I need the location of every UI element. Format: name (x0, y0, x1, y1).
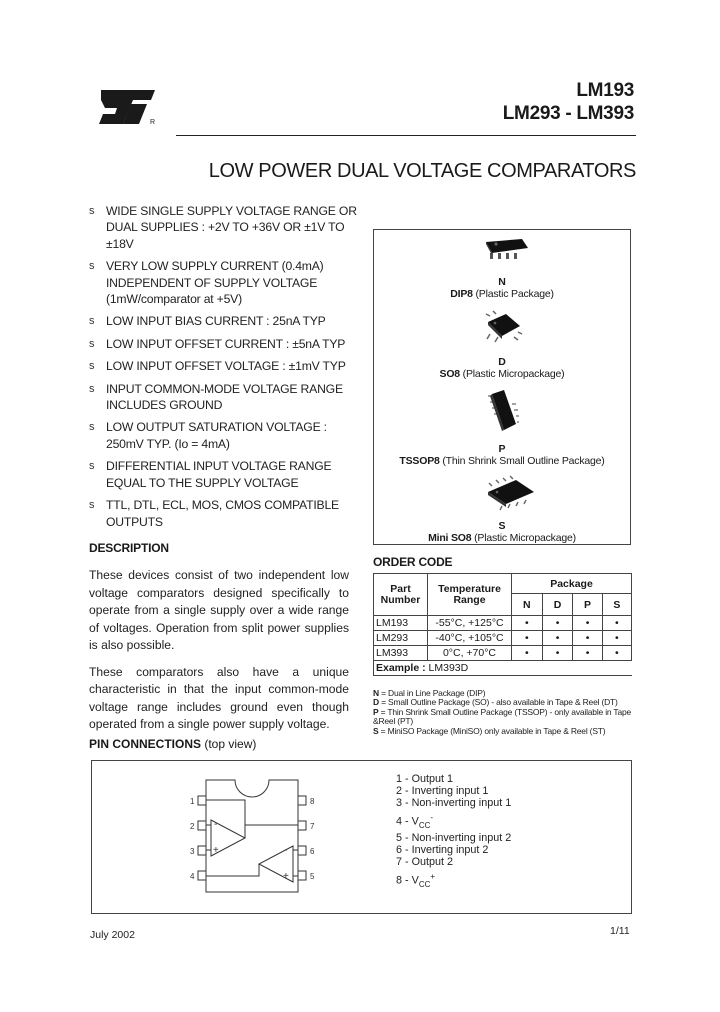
dip8-package-image (482, 236, 530, 265)
part-number-1: LM193 (576, 80, 634, 101)
plus-sign-2: + (283, 871, 289, 882)
pin-function-item: 6 - Inverting input 2 (396, 844, 489, 857)
cell-mark: • (542, 631, 573, 646)
package-letter-s: S (498, 520, 506, 532)
pin-function-list (396, 773, 511, 891)
pin-function-item: 5 - Non-inverting input 2 (396, 832, 512, 845)
package-notes (373, 689, 635, 736)
pin-label-7: 7 (310, 822, 315, 831)
ic-pinout-diagram (185, 776, 325, 901)
pin-function-item: $8 - V_{CC}^+$ (396, 872, 436, 890)
pin-label-6: 6 (310, 847, 315, 856)
bullet-icon: s (89, 421, 95, 434)
feature-item: s WIDE SINGLE SUPPLY VOLTAGE RANGE OR DUAL SUPPLIES : +2V TO +36V OR ±1V TO ±18V (89, 204, 357, 251)
bullet-icon: s (89, 382, 95, 395)
col-part-number: Part Number (374, 574, 428, 616)
package-letter-n: N (498, 276, 506, 288)
bullet-icon: s (89, 360, 95, 373)
description-paragraph: These comparators also have a unique characteristic in that the input common-mode voltage range includes ground even though operated from a single power supply voltage. (89, 664, 349, 731)
example-value: LM393D (425, 662, 469, 674)
miniso8-package-image (482, 474, 538, 519)
pin-label-3: 3 (190, 847, 195, 856)
feature-item: s LOW INPUT OFFSET CURRENT : ±5nA TYP (89, 336, 346, 351)
plus-sign-1: + (213, 845, 219, 856)
pin-function-item: $4 - V_{CC}^-$ (396, 813, 434, 831)
order-code-table (373, 573, 632, 676)
minus-sign-1: - (214, 819, 218, 830)
package-caption-tssop8: TSSOP8 (Thin Shrink Small Outline Package) (399, 455, 605, 467)
table-row (374, 631, 632, 646)
bullet-icon: s (89, 260, 95, 273)
cell-part: LM293 (374, 631, 428, 646)
feature-item: s VERY LOW SUPPLY CURRENT (0.4mA) INDEPENDENT OF SUPPLY VOLTAGE (1mW/comparator at +5V) (89, 259, 324, 307)
pin-connections-box (91, 760, 632, 914)
bullet-icon: s (89, 315, 95, 328)
cell-temp: 0°C, +70°C (428, 646, 512, 661)
header-rule (176, 135, 636, 136)
cell-mark: • (602, 616, 631, 631)
cell-temp: -40°C, +105°C (428, 631, 512, 646)
col-temperature: Temperature Range (428, 574, 512, 616)
cell-mark: • (573, 631, 602, 646)
pin-function-item: 2 - Inverting input 1 (396, 785, 489, 798)
feature-item: s TTL, DTL, ECL, MOS, CMOS COMPATIBLE OUTPUTS (89, 498, 339, 529)
package-caption-so8: SO8 (Plastic Micropackage) (439, 368, 565, 380)
bullet-icon: s (89, 460, 95, 473)
minus-sign-2: - (284, 845, 288, 856)
tssop8-package-image (486, 388, 520, 437)
package-caption-miniso8: Mini SO8 (Plastic Micropackage) (428, 532, 576, 544)
description-body (89, 567, 349, 734)
cell-mark: • (602, 646, 631, 661)
cell-part: LM193 (374, 616, 428, 631)
table-row (374, 646, 632, 661)
package-letter-p: P (498, 443, 506, 455)
example-row (374, 661, 632, 676)
footer-page-number: 1/11 (610, 925, 630, 937)
col-pkg-d: D (542, 594, 573, 616)
cell-mark: • (542, 646, 573, 661)
feature-item: s LOW INPUT OFFSET VOLTAGE : ±1mV TYP (89, 359, 346, 374)
feature-item: s DIFFERENTIAL INPUT VOLTAGE RANGE EQUAL TO THE SUPPLY VOLTAGE (89, 459, 332, 490)
footer-date: July 2002 (90, 929, 135, 941)
col-pkg-p: P (573, 594, 602, 616)
note-line: N = Dual in Line Package (DIP) (373, 688, 486, 698)
table-row (374, 616, 632, 631)
pin-label-4: 4 (190, 872, 195, 881)
bullet-icon: s (89, 205, 95, 217)
pin-label-1: 1 (190, 797, 195, 806)
so8-package-image (484, 310, 524, 349)
description-paragraph: These devices consist of two independent low voltage comparators designed specifically to operate from a single supply over a wide range of voltages. Operation from split power supplies is also possible. (89, 568, 349, 652)
package-caption-dip8: DIP8 (Plastic Package) (450, 288, 554, 300)
cell-mark: • (573, 616, 602, 631)
pin-label-8: 8 (310, 797, 315, 806)
page-title: LOW POWER DUAL VOLTAGE COMPARATORS (208, 160, 636, 182)
feature-list (88, 203, 358, 536)
package-letter-d: D (498, 356, 506, 368)
cell-mark: • (512, 631, 543, 646)
note-line: S = MiniSO Package (MiniSO) only available in Tape & Reel (ST) (373, 725, 606, 736)
col-pkg-n: N (512, 594, 543, 616)
cell-mark: • (512, 646, 543, 661)
cell-mark: • (602, 631, 631, 646)
cell-temp: -55°C, +125°C (428, 616, 512, 631)
cell-mark: • (512, 616, 543, 631)
col-pkg-s: S (602, 594, 631, 616)
cell-part: LM393 (374, 646, 428, 661)
pin-function-item: 7 - Output 2 (396, 856, 454, 869)
registered-mark: R (150, 119, 156, 126)
st-logo (93, 80, 163, 132)
part-number-2: LM293 - LM393 (502, 103, 634, 124)
bullet-icon: s (89, 337, 95, 350)
note-line: P = Thin Shrink Small Outline Package (TSSOP) - only available in Tape &Reel (PT) (373, 706, 632, 727)
pin-label-5: 5 (310, 872, 315, 881)
cell-mark: • (542, 616, 573, 631)
feature-item: s INPUT COMMON-MODE VOLTAGE RANGE INCLUDES GROUND (89, 381, 343, 413)
pin-connections-heading: PIN CONNECTIONS (top view) (89, 737, 257, 751)
col-package: Package (512, 574, 632, 594)
order-code-heading: ORDER CODE (373, 555, 453, 569)
description-heading: DESCRIPTION (89, 541, 169, 555)
feature-item: s LOW INPUT BIAS CURRENT : 25nA TYP (89, 314, 326, 329)
pin-function-item: 3 - Non-inverting input 1 (396, 797, 512, 810)
pin-function-item: 1 - Output 1 (396, 773, 454, 785)
bullet-icon: s (89, 499, 95, 512)
cell-mark: • (573, 646, 602, 661)
pin-label-2: 2 (190, 822, 195, 831)
example-label: Example : (376, 662, 426, 674)
feature-item: s LOW OUTPUT SATURATION VOLTAGE : 250mV TYP. (Io = 4mA) (89, 420, 327, 451)
note-line: D = Small Outline Package (SO) - also available in Tape & Reel (DT) (373, 697, 618, 708)
